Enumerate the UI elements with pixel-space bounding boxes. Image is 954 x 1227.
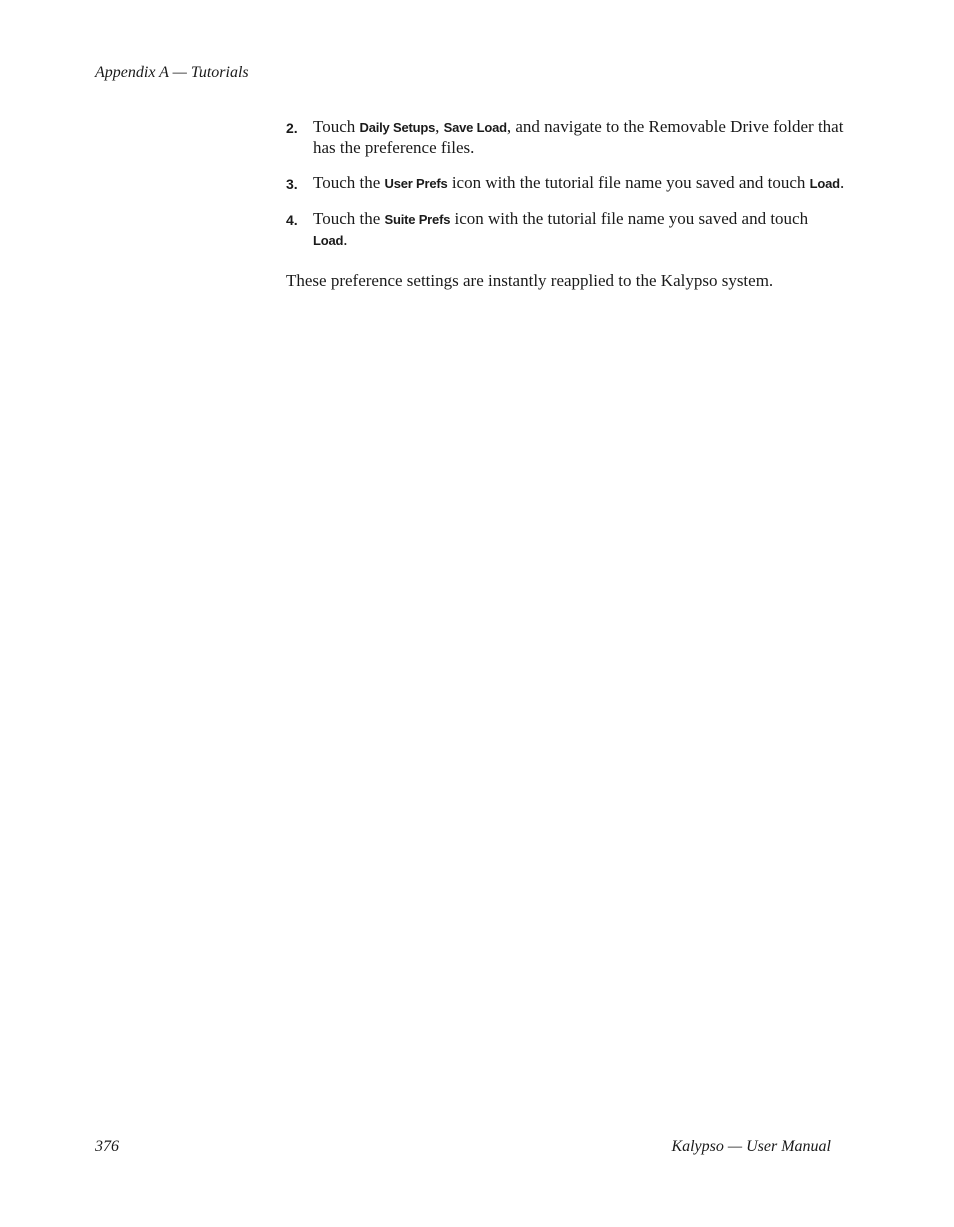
running-head: Appendix A — Tutorials (95, 64, 249, 81)
step-number: 4. (286, 212, 298, 228)
manual-title: Kalypso — User Manual (671, 1138, 831, 1155)
main-content (286, 117, 846, 291)
ui-label-user-prefs: User Prefs (384, 176, 448, 191)
step-number: 3. (286, 176, 298, 192)
step-text: . (343, 230, 348, 249)
step-text: icon with the tutorial file name you saved and touch (447, 173, 810, 192)
step-text: Touch the (313, 209, 385, 228)
step-2 (286, 117, 846, 158)
closing-paragraph: These preference settings are instantly reapplied to the Kalypso system. (286, 271, 774, 290)
step-text: , and navigate to the Removable Drive folder that has the preference files. (313, 117, 844, 157)
ui-label-load: Load (313, 233, 344, 248)
step-text: Touch (313, 117, 360, 136)
step-text: Touch the (313, 173, 385, 192)
step-number: 2. (286, 120, 298, 136)
ui-label-load: Load (809, 176, 840, 191)
step-3 (286, 173, 846, 194)
page-number: 376 (95, 1138, 119, 1155)
ui-label-daily-setups: Daily Setups (359, 120, 436, 135)
ui-label-suite-prefs: Suite Prefs (384, 212, 451, 227)
ui-label-save-load: Save Load (443, 120, 507, 135)
step-4 (286, 209, 846, 251)
step-text: , (435, 117, 444, 136)
step-text: . (839, 173, 845, 192)
step-text: icon with the tutorial file name you saved and touch (450, 209, 809, 228)
